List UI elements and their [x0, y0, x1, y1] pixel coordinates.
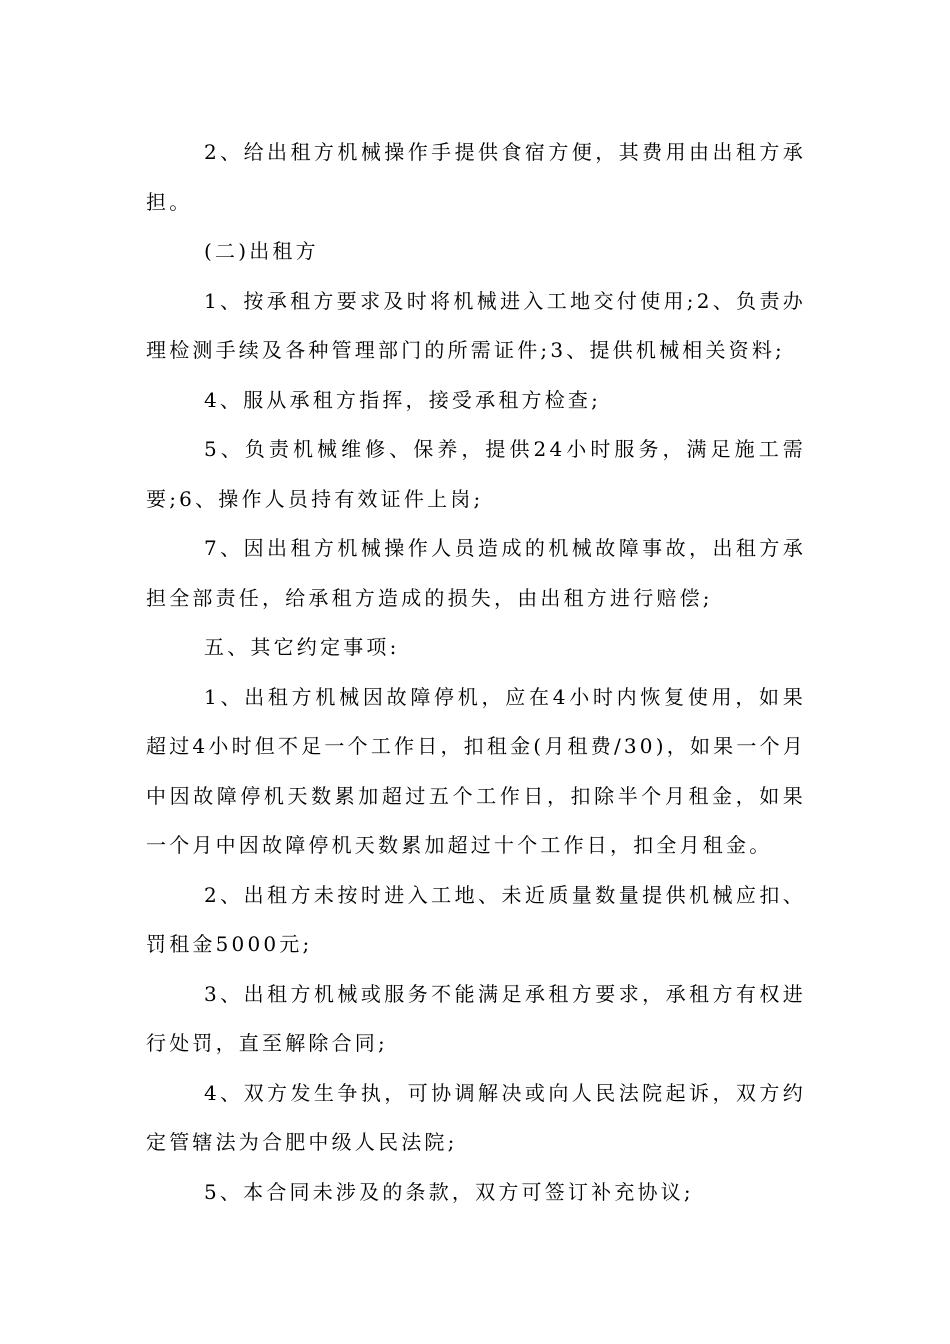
paragraph-term-4: 4、双方发生争执，可协调解决或向人民法院起诉，双方约定管辖法为合肥中级人民法院;	[146, 1080, 806, 1154]
paragraph-lessee-meals: 2、给出租方机械操作手提供食宿方便，其费用由出租方承担。	[146, 140, 806, 214]
document-body	[146, 128, 806, 1217]
paragraph-term-1: 1、出租方机械因故障停机，应在4小时内恢复使用，如果超过4小时但不足一个工作日，扣租金(月租费/30)，如果一个月中因故障停机天数累加超过五个工作日，扣除半个月租金，如果一个月中因故障停机天数累加超过十个工作日，扣全月租金。	[146, 684, 806, 857]
heading-lessor: (二)出租方	[204, 239, 319, 263]
paragraph-lessor-duties-5-6: 5、负责机械维修、保养，提供24小时服务，满足施工需要;6、操作人员持有效证件上岗;	[146, 437, 806, 511]
paragraph-lessor-duty-7: 7、因出租方机械操作人员造成的机械故障事故，出租方承担全部责任，给承租方造成的损失，由出租方进行赔偿;	[146, 536, 806, 610]
paragraph-term-5: 5、本合同未涉及的条款，双方可签订补充协议;	[204, 1179, 694, 1204]
paragraph-lessor-duty-4: 4、服从承租方指挥，接受承租方检查;	[204, 387, 602, 412]
heading-other-terms: 五、其它约定事项:	[204, 635, 400, 659]
paragraph-term-3: 3、出租方机械或服务不能满足承租方要求，承租方有权进行处罚，直至解除合同;	[146, 981, 806, 1055]
paragraph-lessor-duties-1-3: 1、按承租方要求及时将机械进入工地交付使用;2、负责办理检测手续及各种管理部门的所需证件;3、提供机械相关资料;	[146, 288, 806, 362]
paragraph-term-2: 2、出租方未按时进入工地、未近质量数量提供机械应扣、罚租金5000元;	[146, 882, 806, 956]
